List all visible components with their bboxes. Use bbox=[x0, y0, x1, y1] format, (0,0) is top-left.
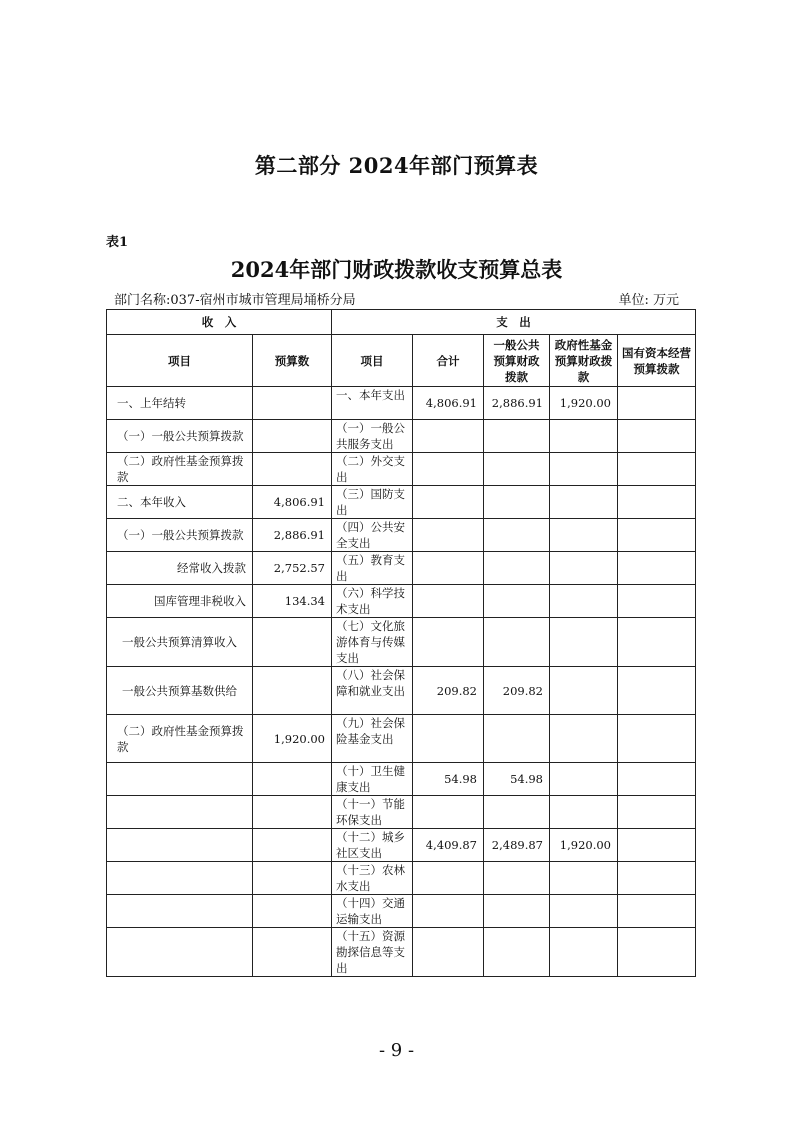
expense-item-cell: （五）教育支出 bbox=[332, 552, 413, 585]
department-name: 部门名称:037-宿州市城市管理局埇桥分局 bbox=[114, 293, 356, 308]
col-item2-header: 项目 bbox=[332, 335, 413, 387]
fund-cell bbox=[550, 453, 618, 486]
expense-item-cell: （十五）资源勘探信息等支出 bbox=[332, 928, 413, 977]
state-cell bbox=[618, 486, 696, 519]
total-cell: 54.98 bbox=[413, 763, 484, 796]
expense-item-cell: （十二）城乡社区支出 bbox=[332, 829, 413, 862]
income-value-cell: 134.34 bbox=[253, 585, 332, 618]
income-item-cell: （二）政府性基金预算拨款 bbox=[107, 715, 253, 763]
state-cell bbox=[618, 667, 696, 715]
header-row-1 bbox=[107, 310, 696, 335]
total-cell: 209.82 bbox=[413, 667, 484, 715]
income-item-cell: 经常收入拨款 bbox=[107, 552, 253, 585]
income-value-cell: 1,920.00 bbox=[253, 715, 332, 763]
table-row bbox=[107, 796, 696, 829]
general-cell bbox=[484, 895, 550, 928]
col-general-header: 一般公共预算财政拨款 bbox=[484, 335, 550, 387]
general-cell bbox=[484, 552, 550, 585]
expense-item-cell: （十）卫生健康支出 bbox=[332, 763, 413, 796]
income-item-cell: 一般公共预算清算收入 bbox=[107, 618, 253, 667]
fund-cell bbox=[550, 862, 618, 895]
total-cell: 4,806.91 bbox=[413, 387, 484, 420]
total-cell bbox=[413, 715, 484, 763]
state-cell bbox=[618, 552, 696, 585]
table-row bbox=[107, 829, 696, 862]
state-cell bbox=[618, 453, 696, 486]
fund-cell bbox=[550, 552, 618, 585]
table-row bbox=[107, 763, 696, 796]
income-value-cell bbox=[253, 862, 332, 895]
income-item-cell bbox=[107, 928, 253, 977]
total-cell bbox=[413, 862, 484, 895]
state-cell bbox=[618, 519, 696, 552]
total-cell bbox=[413, 585, 484, 618]
col-budget-header: 预算数 bbox=[253, 335, 332, 387]
col-total-header: 合计 bbox=[413, 335, 484, 387]
part-title: 第二部分 2024年部门预算表 bbox=[254, 153, 539, 178]
general-cell bbox=[484, 928, 550, 977]
table-body bbox=[107, 387, 696, 977]
income-item-cell: （一）一般公共预算拨款 bbox=[107, 420, 253, 453]
income-value-cell bbox=[253, 763, 332, 796]
total-cell bbox=[413, 895, 484, 928]
fund-cell bbox=[550, 585, 618, 618]
table-number: 表1 bbox=[106, 235, 129, 250]
income-item-cell: （一）一般公共预算拨款 bbox=[107, 519, 253, 552]
fund-cell bbox=[550, 895, 618, 928]
income-header: 收 入 bbox=[107, 310, 332, 335]
expense-item-cell: （十三）农林水支出 bbox=[332, 862, 413, 895]
general-cell: 209.82 bbox=[484, 667, 550, 715]
table-row bbox=[107, 618, 696, 667]
state-cell bbox=[618, 862, 696, 895]
table-row bbox=[107, 453, 696, 486]
expense-item-cell: （四）公共安全支出 bbox=[332, 519, 413, 552]
state-cell bbox=[618, 796, 696, 829]
fund-cell: 1,920.00 bbox=[550, 387, 618, 420]
expense-header: 支 出 bbox=[332, 310, 696, 335]
fund-cell bbox=[550, 928, 618, 977]
budget-table-wrapper bbox=[106, 309, 696, 977]
general-cell: 2,489.87 bbox=[484, 829, 550, 862]
income-value-cell bbox=[253, 796, 332, 829]
total-cell bbox=[413, 796, 484, 829]
total-cell bbox=[413, 519, 484, 552]
table-row bbox=[107, 928, 696, 977]
income-item-cell: （二）政府性基金预算拨款 bbox=[107, 453, 253, 486]
income-item-cell: 一、上年结转 bbox=[107, 387, 253, 420]
state-cell bbox=[618, 928, 696, 977]
income-value-cell bbox=[253, 453, 332, 486]
income-value-cell bbox=[253, 387, 332, 420]
table-row bbox=[107, 895, 696, 928]
header-row-2 bbox=[107, 335, 696, 387]
total-cell bbox=[413, 552, 484, 585]
state-cell bbox=[618, 895, 696, 928]
state-cell bbox=[618, 618, 696, 667]
income-value-cell bbox=[253, 667, 332, 715]
fund-cell bbox=[550, 796, 618, 829]
table-row bbox=[107, 420, 696, 453]
income-item-cell bbox=[107, 763, 253, 796]
fund-cell bbox=[550, 715, 618, 763]
general-cell bbox=[484, 519, 550, 552]
table-row bbox=[107, 585, 696, 618]
table-row bbox=[107, 862, 696, 895]
total-cell bbox=[413, 453, 484, 486]
income-item-cell bbox=[107, 829, 253, 862]
income-value-cell bbox=[253, 928, 332, 977]
col-state-header: 国有资本经营预算拨款 bbox=[618, 335, 696, 387]
income-value-cell: 2,886.91 bbox=[253, 519, 332, 552]
table-row bbox=[107, 519, 696, 552]
income-value-cell bbox=[253, 829, 332, 862]
income-item-cell: 一般公共预算基数供给 bbox=[107, 667, 253, 715]
income-item-cell: 二、本年收入 bbox=[107, 486, 253, 519]
fund-cell bbox=[550, 519, 618, 552]
general-cell bbox=[484, 796, 550, 829]
total-cell bbox=[413, 928, 484, 977]
fund-cell bbox=[550, 667, 618, 715]
state-cell bbox=[618, 715, 696, 763]
expense-item-cell: （三）国防支出 bbox=[332, 486, 413, 519]
expense-item-cell: （一）一般公共服务支出 bbox=[332, 420, 413, 453]
col-fund-header: 政府性基金预算财政拨款 bbox=[550, 335, 618, 387]
state-cell bbox=[618, 420, 696, 453]
income-value-cell bbox=[253, 420, 332, 453]
table-row bbox=[107, 667, 696, 715]
total-cell bbox=[413, 618, 484, 667]
fund-cell bbox=[550, 618, 618, 667]
expense-item-cell: （七）文化旅游体育与传媒支出 bbox=[332, 618, 413, 667]
general-cell bbox=[484, 715, 550, 763]
general-cell bbox=[484, 862, 550, 895]
income-item-cell bbox=[107, 862, 253, 895]
general-cell: 2,886.91 bbox=[484, 387, 550, 420]
income-item-cell bbox=[107, 796, 253, 829]
income-value-cell: 4,806.91 bbox=[253, 486, 332, 519]
state-cell bbox=[618, 387, 696, 420]
total-cell bbox=[413, 486, 484, 519]
general-cell bbox=[484, 585, 550, 618]
table-row bbox=[107, 715, 696, 763]
expense-item-cell: 一、本年支出 bbox=[332, 387, 413, 420]
table-row bbox=[107, 552, 696, 585]
table-title: 2024年部门财政拨款收支预算总表 bbox=[230, 257, 563, 282]
income-item-cell bbox=[107, 895, 253, 928]
expense-item-cell: （八）社会保障和就业支出 bbox=[332, 667, 413, 715]
income-item-cell: 国库管理非税收入 bbox=[107, 585, 253, 618]
table-row bbox=[107, 486, 696, 519]
total-cell: 4,409.87 bbox=[413, 829, 484, 862]
expense-item-cell: （二）外交支出 bbox=[332, 453, 413, 486]
state-cell bbox=[618, 829, 696, 862]
unit-label: 单位: 万元 bbox=[618, 293, 679, 308]
general-cell bbox=[484, 420, 550, 453]
fund-cell bbox=[550, 486, 618, 519]
table-row bbox=[107, 387, 696, 420]
income-value-cell: 2,752.57 bbox=[253, 552, 332, 585]
expense-item-cell: （十四）交通运输支出 bbox=[332, 895, 413, 928]
total-cell bbox=[413, 420, 484, 453]
general-cell bbox=[484, 453, 550, 486]
page-number: - 9 - bbox=[378, 1040, 415, 1061]
general-cell bbox=[484, 618, 550, 667]
general-cell: 54.98 bbox=[484, 763, 550, 796]
col-item-header: 项目 bbox=[107, 335, 253, 387]
fund-cell bbox=[550, 420, 618, 453]
fund-cell: 1,920.00 bbox=[550, 829, 618, 862]
state-cell bbox=[618, 763, 696, 796]
general-cell bbox=[484, 486, 550, 519]
fund-cell bbox=[550, 763, 618, 796]
expense-item-cell: （九）社会保险基金支出 bbox=[332, 715, 413, 763]
expense-item-cell: （六）科学技术支出 bbox=[332, 585, 413, 618]
expense-item-cell: （十一）节能环保支出 bbox=[332, 796, 413, 829]
income-value-cell bbox=[253, 618, 332, 667]
state-cell bbox=[618, 585, 696, 618]
income-value-cell bbox=[253, 895, 332, 928]
budget-table bbox=[106, 309, 696, 977]
